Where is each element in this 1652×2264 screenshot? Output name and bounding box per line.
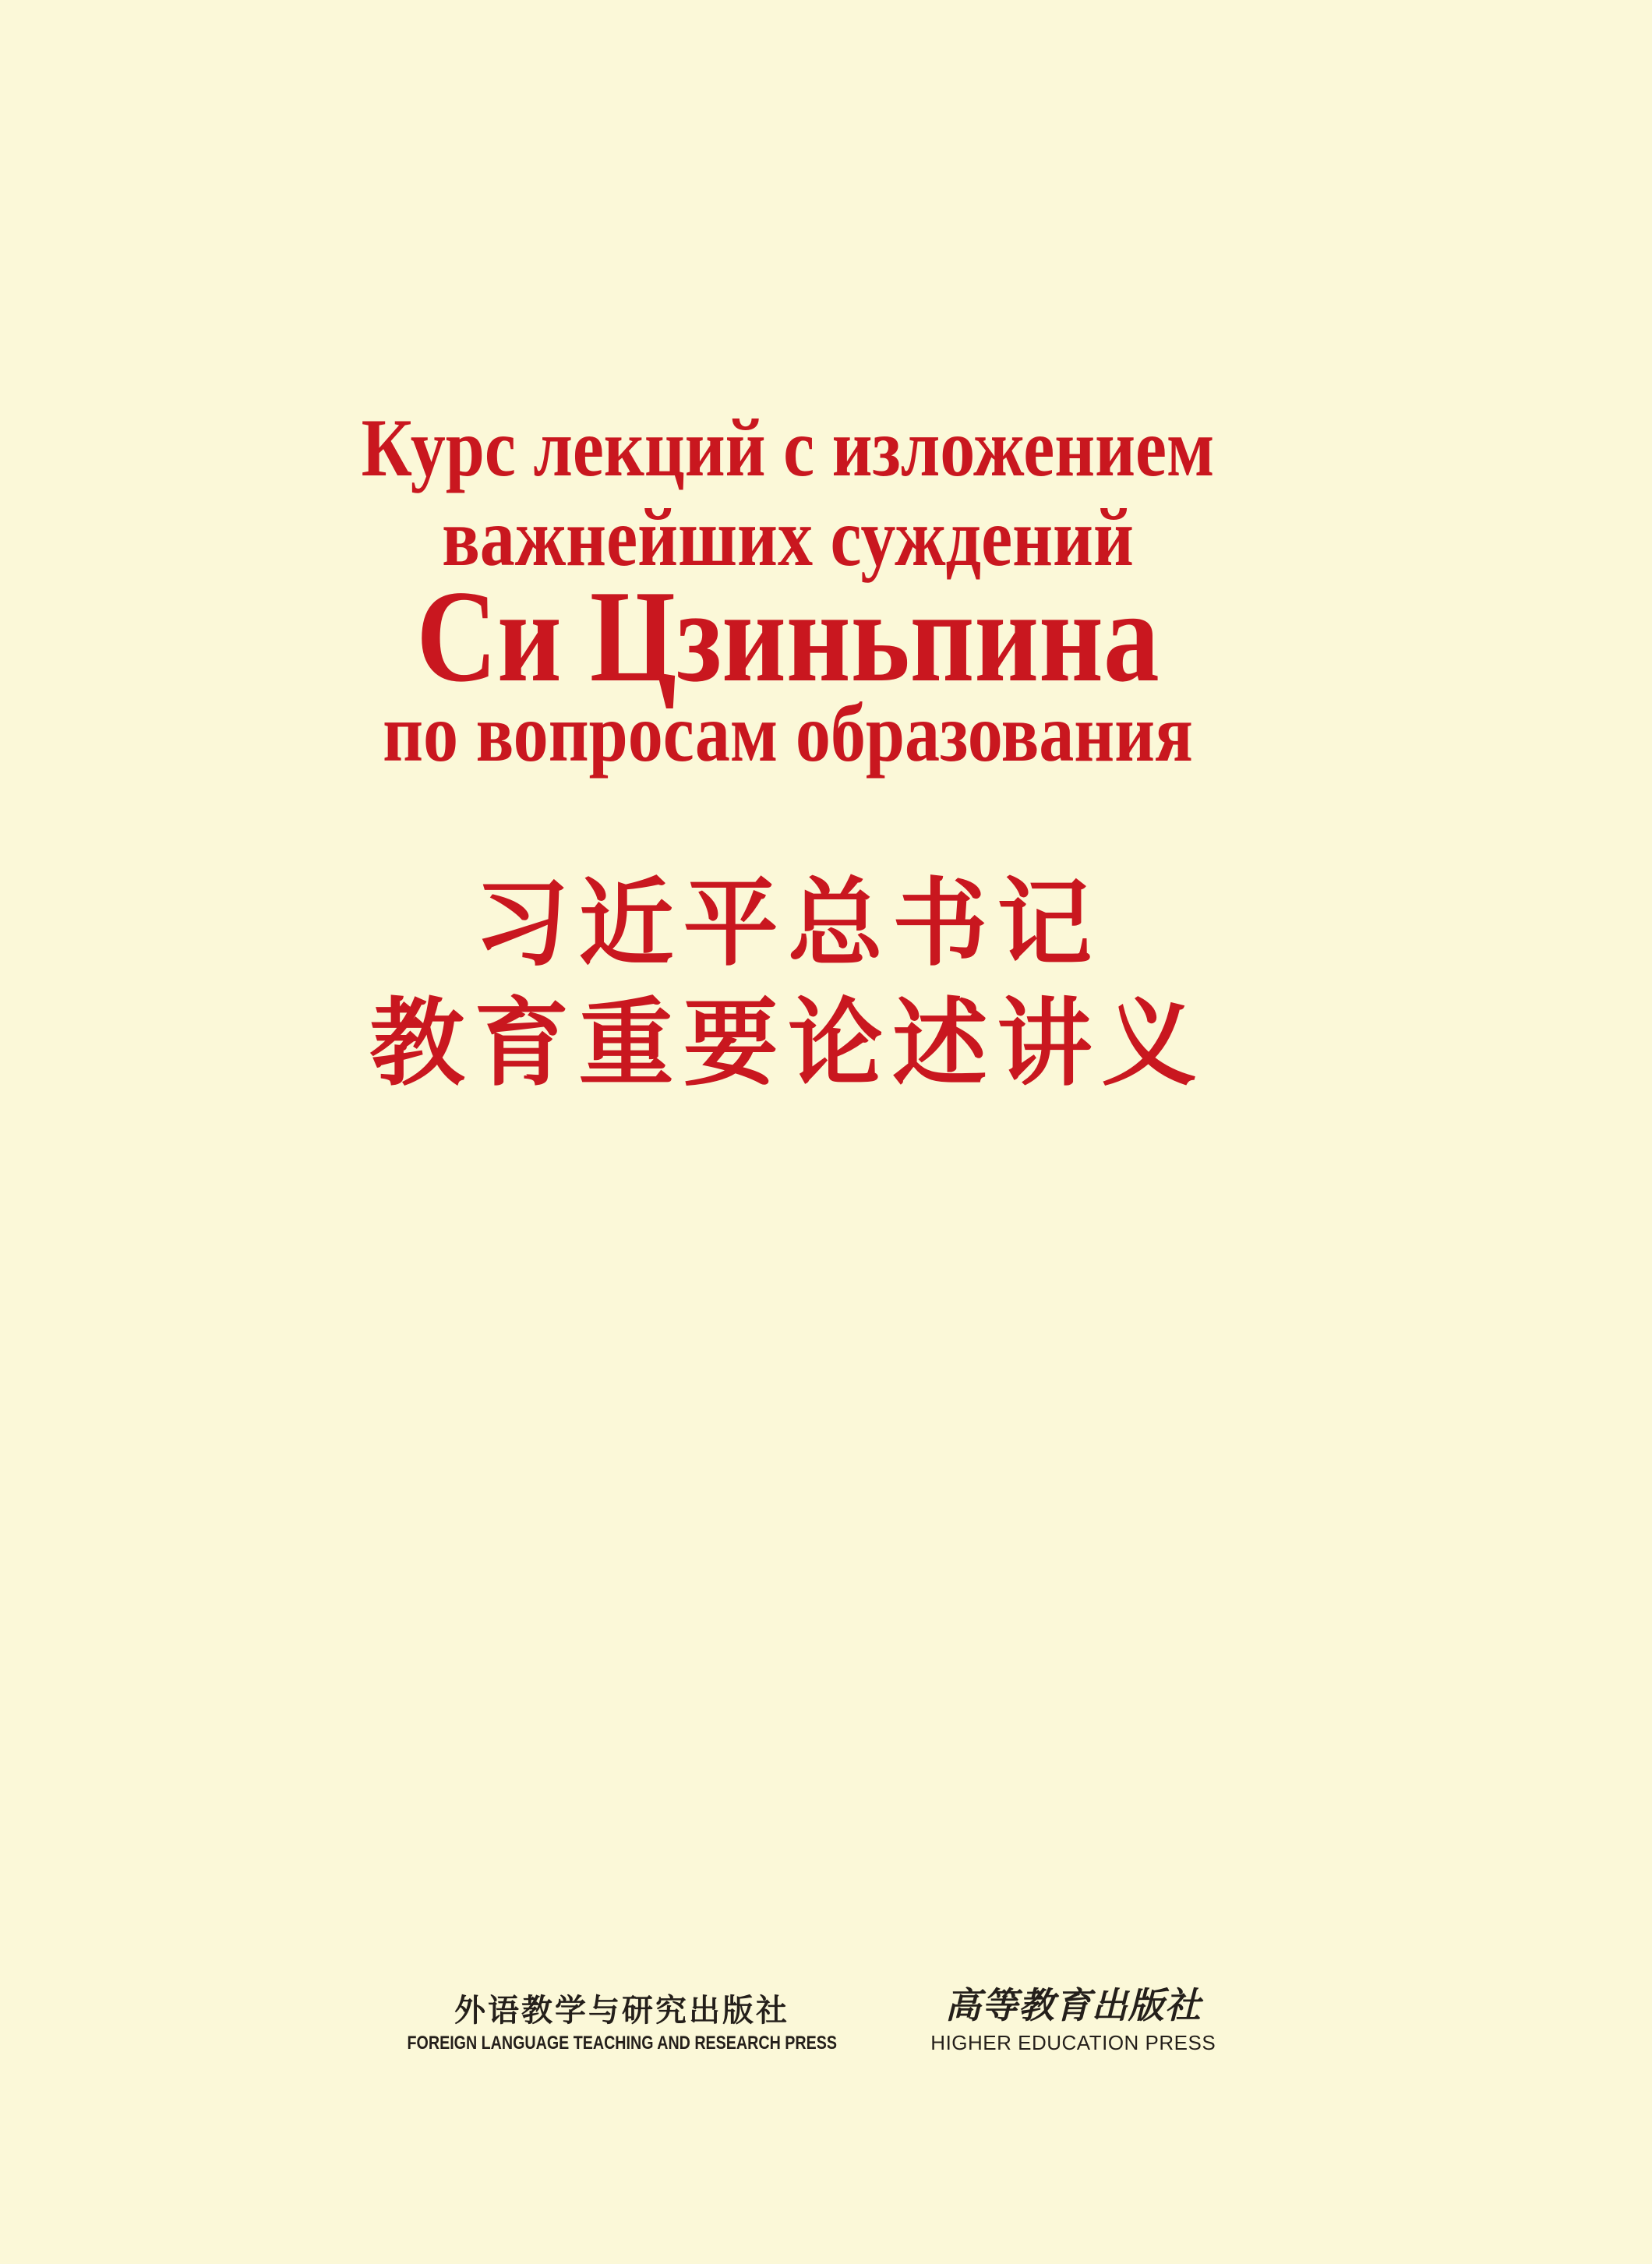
russian-title-line-2: важнейших суждений [442, 492, 1134, 583]
publisher-logos-row [0, 1985, 1576, 2053]
fltrp-english-name: FOREIGN LANGUAGE TEACHING AND RESEARCH PRESS [407, 2033, 837, 2054]
hep-english-name: HIGHER EDUCATION PRESS [930, 2031, 1216, 2054]
chinese-title-line-1: 习近平总书记 [474, 867, 1102, 979]
russian-title-line-1: Курс лекций с изложением [361, 402, 1215, 493]
russian-title-line-3-author-name: Си Цзиньпина [416, 563, 1160, 709]
hep-chinese-name-calligraphy: 高等教育出版社 [944, 1984, 1202, 2027]
publisher-fltrp-logo [360, 1994, 884, 2053]
fltrp-chinese-name: 外语教学与研究出版社 [454, 1993, 790, 2029]
russian-title-line-4: по вопросам образования [383, 687, 1193, 779]
chinese-title-line-2: 教育重要论述讲义 [369, 987, 1206, 1099]
publisher-hep-logo [930, 1985, 1216, 2053]
